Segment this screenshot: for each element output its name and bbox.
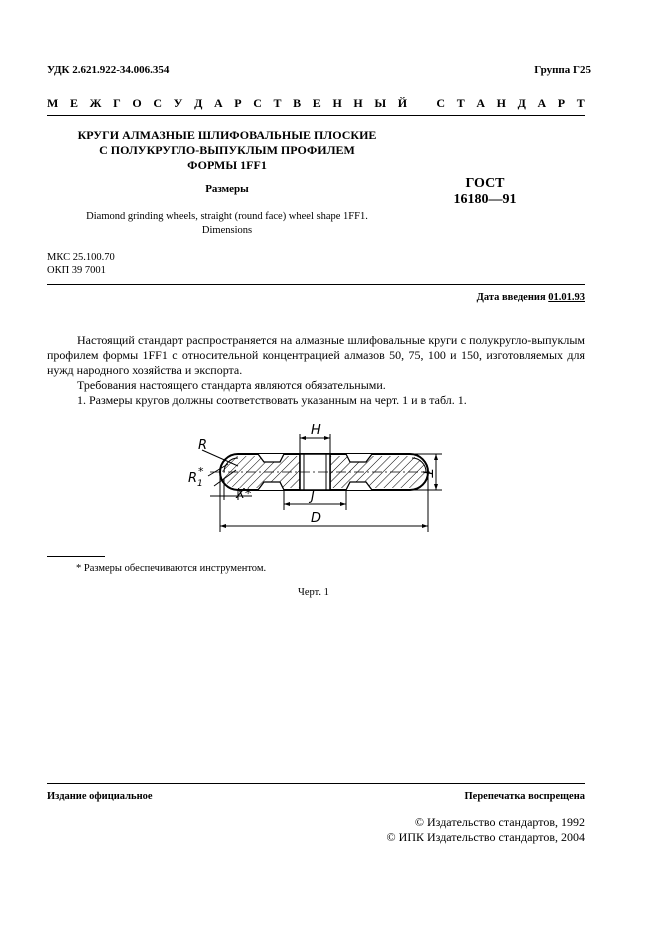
heading-letter: Н	[353, 96, 363, 110]
gost-number-block	[420, 176, 550, 208]
label-d: D	[311, 511, 322, 526]
label-r1-sub: 1	[197, 479, 203, 489]
heading-letter: С	[436, 96, 446, 110]
heading-letter: В	[293, 96, 302, 110]
intro-date	[477, 292, 585, 303]
label-j: J	[311, 489, 315, 504]
okp-code: ОКП 39 7001	[47, 265, 106, 276]
heading-letter: Г	[113, 96, 121, 110]
gost-label: ГОСТ	[465, 176, 505, 191]
heading-letter: Ж	[89, 96, 102, 110]
heading-letter: Н	[332, 96, 342, 110]
label-x: X*	[236, 487, 252, 502]
heading-letter: Е	[69, 96, 78, 110]
copyright-line-1: © Издательство стандартов, 1992	[414, 815, 585, 829]
dimension-j	[284, 490, 346, 510]
footnote: * Размеры обеспечиваются инструментом.	[76, 563, 267, 574]
heading-letter: А	[476, 96, 485, 110]
heading-letter: Ы	[374, 96, 387, 110]
heading-letter: Н	[496, 96, 506, 110]
footnote-rule	[47, 556, 105, 557]
footer-rule	[47, 783, 585, 784]
header-rule	[47, 115, 585, 116]
edition-note: Издание официальное	[47, 791, 153, 802]
title-line-2: С ПОЛУКРУГЛО-ВЫПУКЛЫМ ПРОФИЛЕМ	[99, 143, 355, 157]
intro-date-value: 01.01.93	[548, 292, 585, 303]
english-title-line-2: Dimensions	[201, 225, 253, 236]
heading-letter: Е	[312, 96, 321, 110]
heading-letter: Р	[234, 96, 242, 110]
document-title	[47, 128, 407, 173]
wheel-section	[210, 454, 430, 490]
copyright-line-2: © ИПК Издательство стандартов, 2004	[386, 830, 585, 844]
heading-letter: С	[253, 96, 262, 110]
wheel-drawing	[180, 420, 450, 540]
classification-codes	[47, 251, 115, 277]
label-r1: R	[188, 471, 198, 486]
title-line-3: ФОРМЫ 1FF1	[187, 158, 267, 172]
figure-caption: Черт. 1	[298, 587, 329, 598]
heading-letter: Т	[456, 96, 465, 110]
intro-date-label: Дата введения	[476, 292, 546, 303]
body-text	[47, 333, 585, 408]
label-t: T	[419, 469, 434, 477]
heading-letter: Й	[397, 96, 408, 110]
label-h: H	[311, 423, 321, 438]
title-line-1: КРУГИ АЛМАЗНЫЕ ШЛИФОВАЛЬНЫЕ ПЛОСКИЕ	[77, 128, 377, 142]
english-title	[47, 210, 407, 238]
standard-type-heading	[47, 96, 585, 111]
gost-number: 16180—91	[453, 192, 517, 207]
group-code: Группа Г25	[534, 64, 591, 76]
label-r: R	[198, 438, 208, 453]
heading-letter: О	[132, 96, 142, 110]
heading-letter: М	[47, 96, 59, 110]
udk-code: УДК 2.621.922-34.006.354	[47, 64, 170, 76]
heading-letter: Т	[273, 96, 282, 110]
heading-letter: Д	[194, 96, 203, 110]
heading-letter: А	[537, 96, 547, 110]
paragraph-2: Требования настоящего стандарта являются обязательными.	[77, 378, 386, 392]
heading-letter: Р	[557, 96, 566, 110]
subtitle: Размеры	[205, 183, 249, 195]
copyright	[387, 815, 585, 845]
heading-letter: У	[173, 96, 183, 110]
section-rule	[47, 284, 585, 285]
paragraph-1: Настоящий стандарт распространяется на алмазные шлифовальные круги с полукругло-выпуклым профилем формы 1FF1 с относительной концентрацией алмазов 50, 75, 100 и 150, изготовляемых для нужд народного хозяйства и экспорта.	[47, 333, 585, 377]
heading-letter: Д	[517, 96, 526, 110]
mks-code: МКС 25.100.70	[47, 252, 115, 263]
heading-letter	[419, 96, 425, 111]
reprint-note: Перепечатка воспрещена	[464, 791, 585, 802]
label-r1-star: *	[198, 465, 204, 478]
heading-letter: С	[153, 96, 162, 110]
heading-letter: А	[213, 96, 223, 110]
english-title-line-1: Diamond grinding wheels, straight (round face) wheel shape 1FF1.	[86, 211, 368, 222]
paragraph-3: 1. Размеры кругов должны соответствовать указанным на черт. 1 и в табл. 1.	[77, 393, 467, 407]
heading-letter: Т	[576, 96, 585, 110]
